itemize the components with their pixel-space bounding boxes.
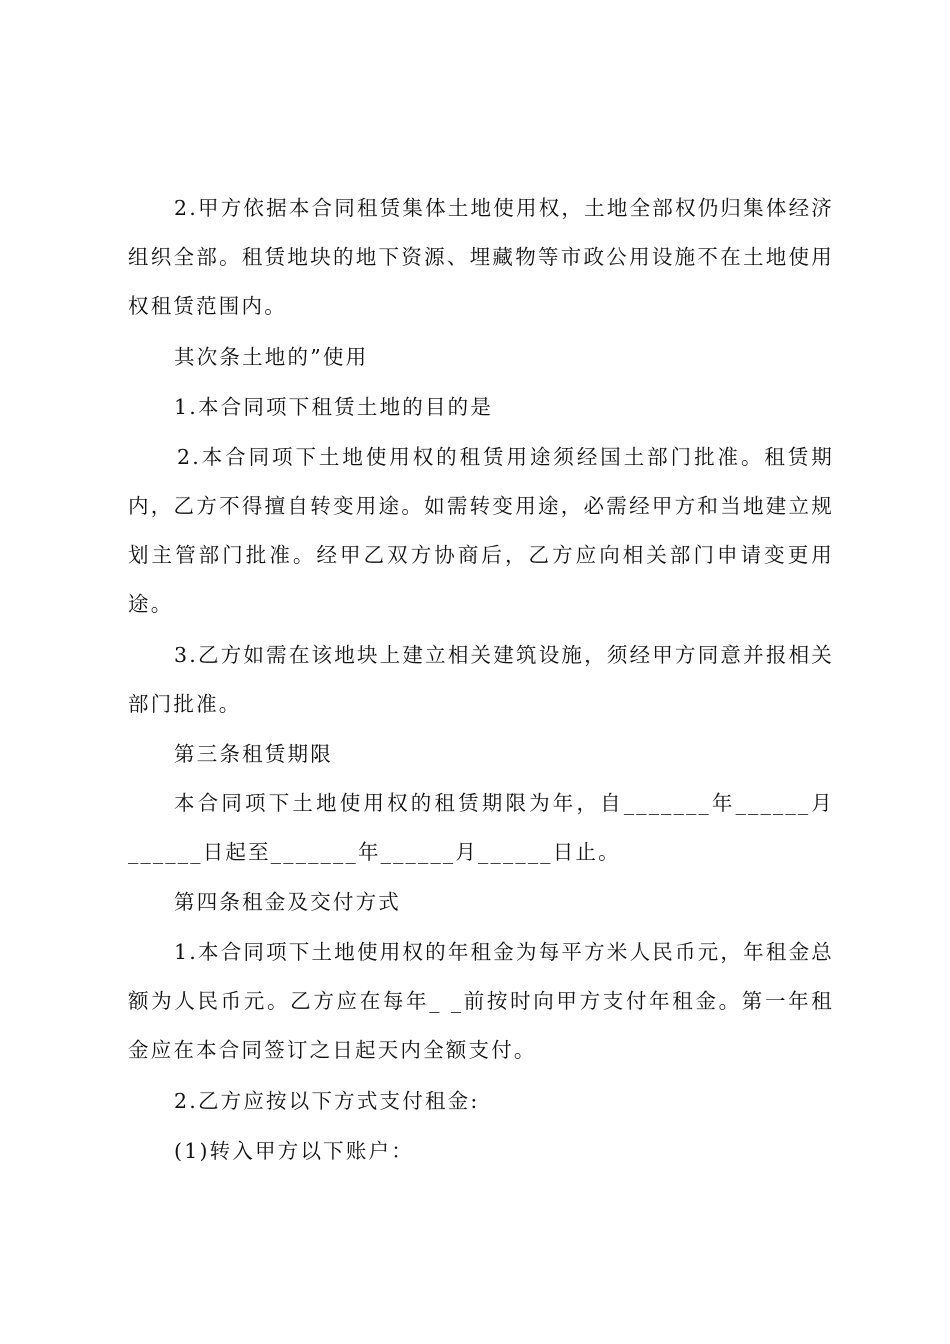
clause-2-item-1: 1.本合同项下租赁土地的目的是 xyxy=(174,395,494,419)
article-3-heading: 第三条租赁期限 xyxy=(174,742,333,766)
clause-4-item-2: 2.乙方应按以下方式支付租金: xyxy=(174,1089,480,1113)
article-4-heading: 第四条租金及交付方式 xyxy=(174,890,401,914)
clause-2-item-3: 3.乙方如需在该地块上建立相关建筑设施，须经甲方同意并报相关部门批准。 xyxy=(128,643,834,716)
article-2-heading: 其次条土地的”使用 xyxy=(174,345,369,369)
document-body xyxy=(128,184,834,1176)
payment-method-1: (1)转入甲方以下账户： xyxy=(174,1139,414,1163)
clause-2-item-2: 2.本合同项下土地使用权的租赁用途须经国土部门批准。租赁期内，乙方不得擅自转变用途。如需转变用途，必需经甲方和当地建立规划主管部门批准。经甲乙双方协商后，乙方应向相关部门申请变更用途。 xyxy=(128,445,834,616)
lease-term-paragraph: 本合同项下土地使用权的租赁期限为年，自_______年______月______日起至_______年______月______日止。 xyxy=(128,791,834,864)
clause-1-item-2: 2.甲方依据本合同租赁集体土地使用权，土地全部权仍归集体经济组织全部。租赁地块的地下资源、埋藏物等市政公用设施不在土地使用权租赁范围内。 xyxy=(128,196,834,318)
clause-4-item-1: 1.本合同项下土地使用权的年租金为每平方米人民币元，年租金总额为人民币元。乙方应在每年_ _前按时向甲方支付年租金。第一年租金应在本合同签订之日起天内全额支付。 xyxy=(128,940,834,1062)
